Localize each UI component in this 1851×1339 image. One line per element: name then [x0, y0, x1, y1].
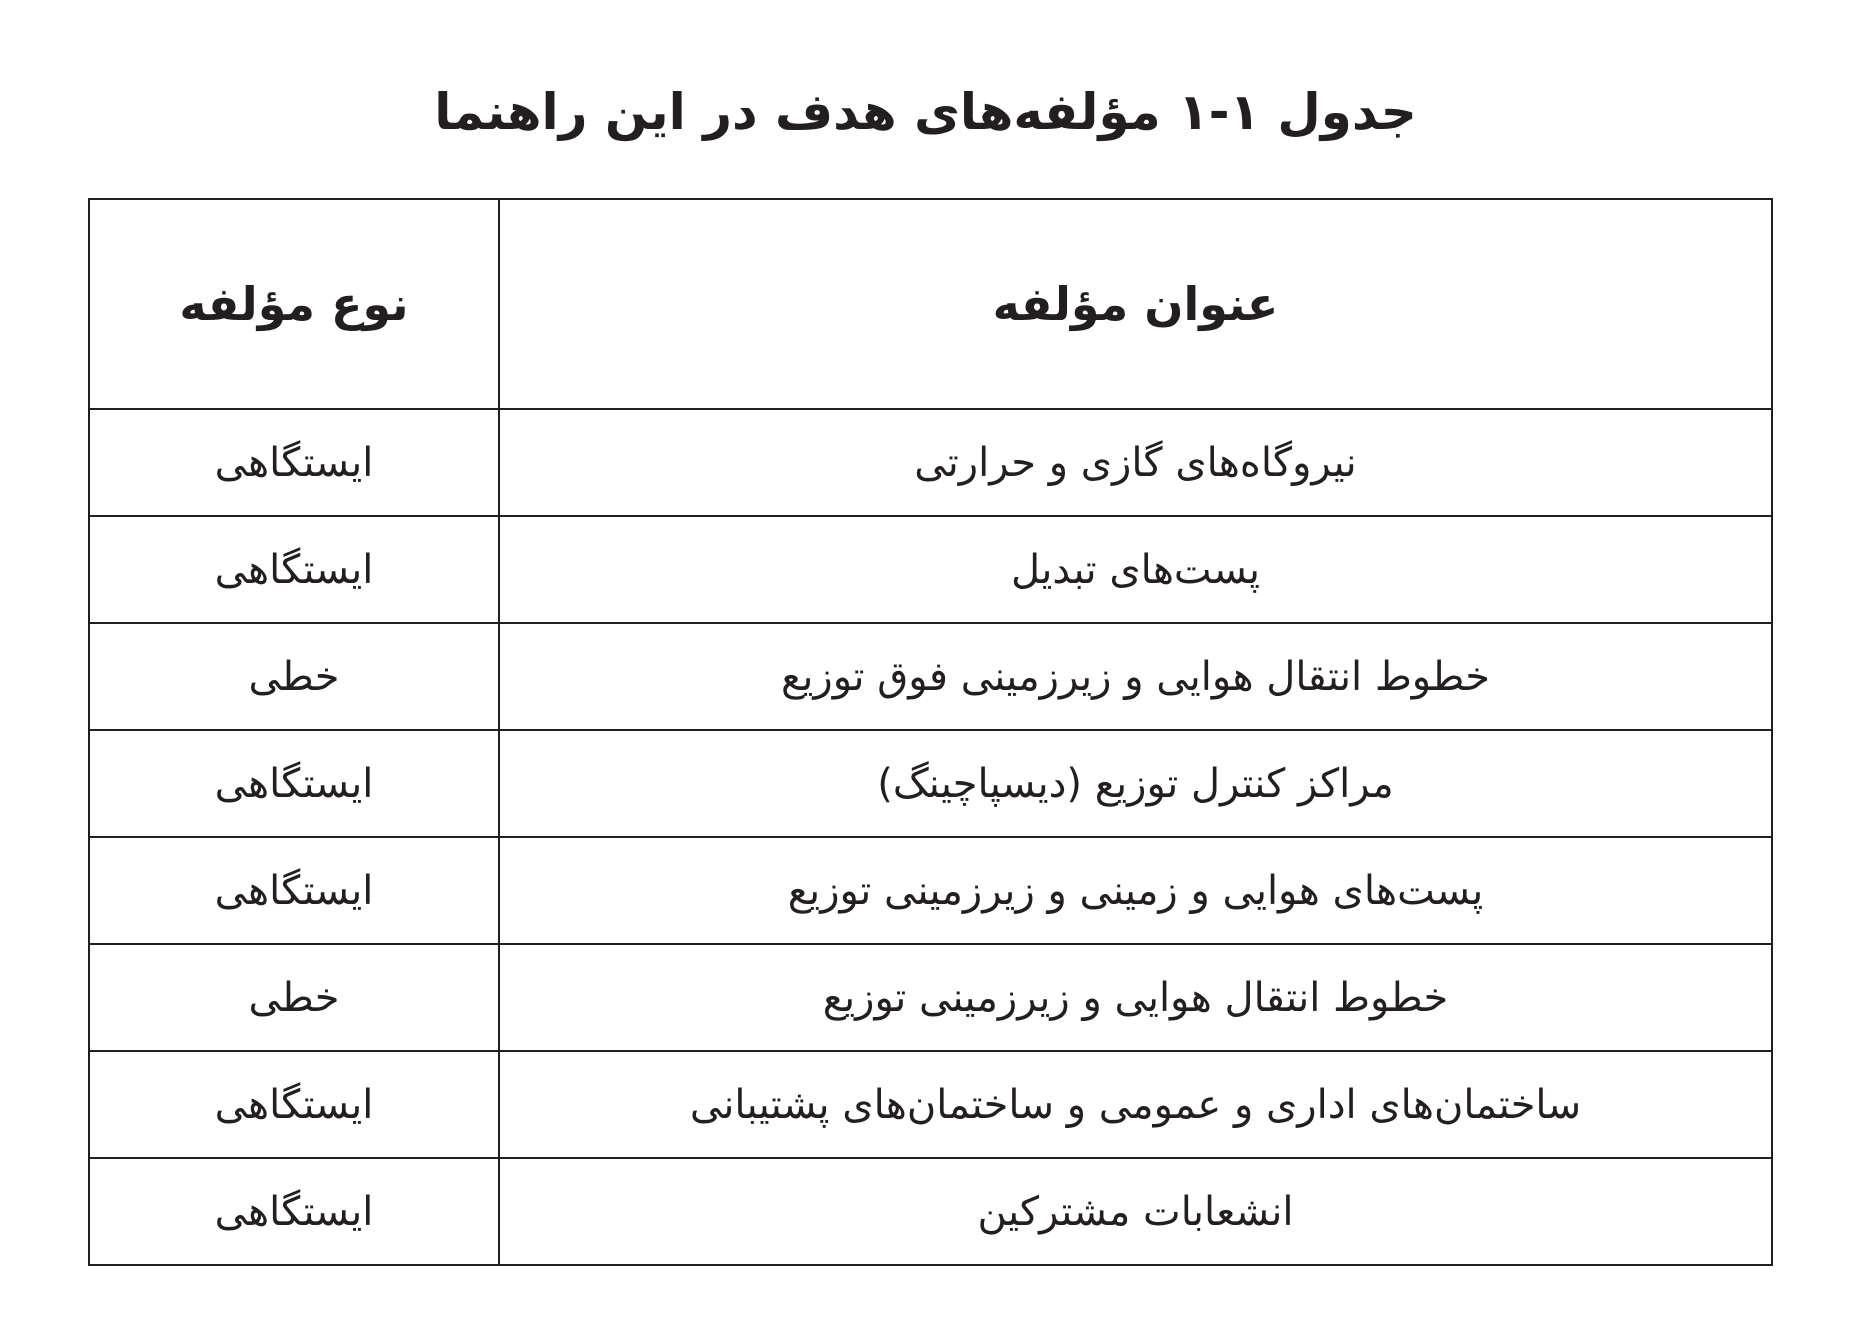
- table-row: [89, 944, 1772, 1051]
- cell-component-title: نیروگاه‌های گازی و حرارتی: [499, 409, 1772, 516]
- cell-component-type: ایستگاهی: [89, 1051, 499, 1158]
- table-row: [89, 1051, 1772, 1158]
- table-row: [89, 837, 1772, 944]
- table-row: [89, 516, 1772, 623]
- table-header-row: [89, 199, 1772, 409]
- cell-component-title: مراکز کنترل توزیع (دیسپاچینگ): [499, 730, 1772, 837]
- cell-component-type: ایستگاهی: [89, 837, 499, 944]
- header-component-title: عنوان مؤلفه: [499, 199, 1772, 409]
- table-row: [89, 623, 1772, 730]
- cell-component-type: ایستگاهی: [89, 730, 499, 837]
- header-component-type: نوع مؤلفه: [89, 199, 499, 409]
- cell-component-type: خطی: [89, 944, 499, 1051]
- cell-component-title: خطوط انتقال هوایی و زیرزمینی توزیع: [499, 944, 1772, 1051]
- cell-component-title: خطوط انتقال هوایی و زیرزمینی فوق توزیع: [499, 623, 1772, 730]
- cell-component-title: ساختمان‌های اداری و عمومی و ساختمان‌های پشتیبانی: [499, 1051, 1772, 1158]
- cell-component-type: ایستگاهی: [89, 516, 499, 623]
- cell-component-type: خطی: [89, 623, 499, 730]
- cell-component-title: پست‌های تبدیل: [499, 516, 1772, 623]
- table-row: [89, 409, 1772, 516]
- cell-component-title: انشعابات مشترکین: [499, 1158, 1772, 1265]
- table-caption: جدول ۱-۱ مؤلفه‌های هدف در این راهنما: [434, 83, 1417, 141]
- components-table: [88, 198, 1773, 1266]
- table-row: [89, 730, 1772, 837]
- cell-component-title: پست‌های هوایی و زمینی و زیرزمینی توزیع: [499, 837, 1772, 944]
- cell-component-type: ایستگاهی: [89, 409, 499, 516]
- table-row: [89, 1158, 1772, 1265]
- cell-component-type: ایستگاهی: [89, 1158, 499, 1265]
